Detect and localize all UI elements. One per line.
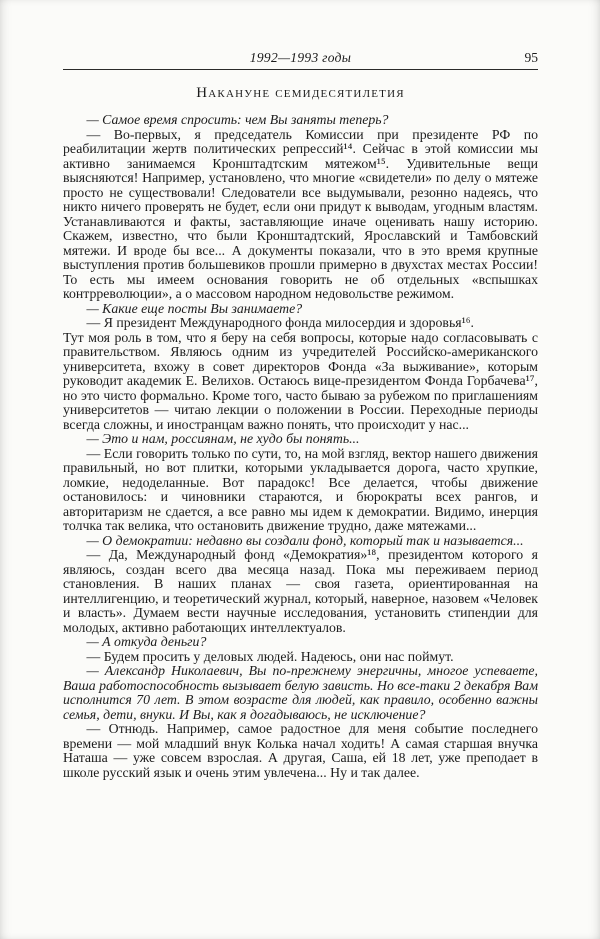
question-paragraph: — Какие еще посты Вы занимаете? [86,300,303,316]
answer-paragraph: — Отнюдь. Например, самое радостное для меня событие последнего времени — мой младший внук Колька начал ходить! А самая старшая внучка Наташа — уже совсем взрослая. А другая, Саша, ей 18 лет, уже преподает в школе русский язык и очень этим увлечена... Ну и так далее. [63,721,538,780]
answer-paragraph: — Будем просить у деловых людей. Надеюсь, они нас поймут. [86,648,454,664]
question-paragraph: — Самое время спросить: чем Вы заняты теперь? [86,112,389,127]
answer-paragraph: — Во-первых, я председатель Комиссии при президенте РФ по реабилитации жертв политических репрессий¹⁴. Сейчас в этой комиссии мы активно занимаемся Кронштадтским мятежом¹⁵. Удивительные вещи выясняются! Например, установлено, что многие «свидетели» по делу о мятеже просто не существовали! Следователи все выдумывали, резонно надеясь, что никто ничего проверять не будет, если они придут к выводам, угодным властям. Устанавливаются и факты, заставляющие иначе оценивать нашу историю. Скажем, известно, что были Кронштадтский, Ярославский и Тамбовский мятежи. И вроде бы все... А документы показали, что в это время крупные выступления против большевиков прошли примерно в двухстах местах России! То есть мы имеем основания говорить не об отдельных «вспышках контрреволюции», а о массовом народном недовольстве режимом. [63,126,538,301]
answer-paragraph: — Да, Международный фонд «Демократия»¹⁸, президентом которого я являюсь, создан всего два месяца назад. Пока мы переживаем период становления. В наших планах — своя газета, ориентированная на интеллигенцию, и теоретический журнал, который, наверное, назовем «Человек и власть». Думаем вести научные исследования, установить стипендии для молодых, активно работающих интеллектуалов. [63,547,538,635]
question-paragraph: — А откуда деньги? [86,634,207,649]
running-title: 1992—1993 годы [249,50,352,65]
question-paragraph: — Это и нам, россиянам, не худо бы понять... [86,431,360,446]
page-number: 95 [524,50,538,65]
answer-paragraph: Тут моя роль в том, что я беру на себя вопросы, которые надо согласовывать с правительством. Являюсь одним из учредителей Российско-американского университета, вхожу в совет директоров Фонда «За выживание», которым руководит академик Е. Велихов. Остаюсь вице-президентом Фонда Горбачева¹⁷, но это чисто формально. Кроме того, часто бываю за рубежом по приглашениям университетов — читаю лекции о положении в России. Переходные периоды всегда сложны, и иностранцам важно понять, что происходит у нас... [63,329,538,432]
answer-paragraph: — Я президент Международного фонда милосердия и здоровья¹⁶. [86,315,474,330]
interview-text [63,113,538,780]
page-header [63,50,538,70]
section-title: Накануне семидесятилетия [196,85,405,101]
answer-paragraph: — Если говорить только по сути, то, на мой взгляд, вектор нашего движения правильный, но вот плитки, которыми укладывается дорога, часто хрупкие, ломкие, недоделанные. Вот парадокс! Все делается, чтобы движение остановилось: и чиновники стараются, и бюрократы всех рангов, и авторитаризм не сдается, а все равно мы идем к демократии. Видимо, инерция толчка так велика, что остановить движение трудно, даже мятежами... [63,445,538,533]
question-paragraph: — Александр Николаевич, Вы по-прежнему энергичны, многое успеваете, Ваша работоспособность вызывает белую зависть. Но все-таки 2 декабря Вам исполнится 70 лет. В этом возрасте для людей, как правило, особенно важны семья, дети, внуки. И Вы, как я догадываюсь, не исключение? [63,663,538,722]
question-paragraph: — О демократии: недавно вы создали фонд, который так и называется... [86,532,524,548]
